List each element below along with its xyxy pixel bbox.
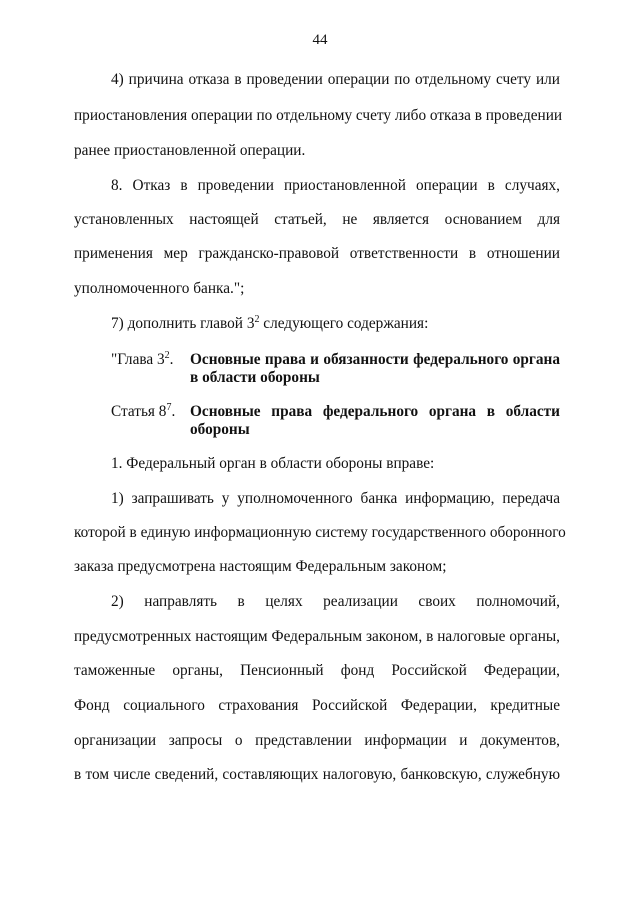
text-line: 1) запрашивать у уполномоченного банка информацию, передача [111,490,560,507]
superscript: 2 [164,350,170,361]
text-line: применения мер гражданско-правовой ответственности в отношении [74,245,560,262]
text-line: установленных настоящей статьей, не является основанием для [74,211,560,228]
text-line: заказа предусмотрена настоящим Федеральным законом; [74,558,447,575]
article-title-cont: обороны [190,421,250,438]
text-line: в том числе сведений, составляющих налоговую, банковскую, служебную [74,766,560,783]
text-line: Фонд социального страхования Российской Федерации, кредитные [74,697,560,714]
text-line: таможенные органы, Пенсионный фонд Российской Федерации, [74,662,560,679]
chapter-label: "Глава $3^2$. [111,350,174,368]
chapter-title: Основные права и обязанности федерального органа [190,351,560,368]
text-line: предусмотренных настоящим Федеральным законом, в налоговые органы, [74,628,560,645]
text-line: 4) причина отказа в проведении операции по отдельному счету или [111,71,560,88]
article-title: Основные права федерального органа в области [190,403,560,420]
page-number: 44 [312,32,328,48]
text-line: которой в единую информационную систему государственного оборонного [74,524,566,541]
text-line: уполномоченного банка."; [74,280,245,297]
amendment-line: 7) дополнить главой $3^2$ следующего содержания: [111,314,429,332]
text-line: 2) направлять в целях реализации своих полномочий, [111,593,560,610]
superscript: 7 [166,402,172,413]
text-line: 8. Отказ в проведении приостановленной операции в случаях, [111,177,560,194]
text-line: организации запросы о представлении информации и документов, [74,732,560,749]
text-line: ранее приостановленной операции. [74,142,306,159]
article-label: Статья $8^7$. [111,402,176,420]
text-line: 1. Федеральный орган в области обороны вправе: [111,455,435,472]
text-line: приостановления операции по отдельному счету либо отказа в проведении [74,107,563,124]
superscript: 2 [254,314,260,325]
chapter-title-cont: в области обороны [190,369,320,386]
